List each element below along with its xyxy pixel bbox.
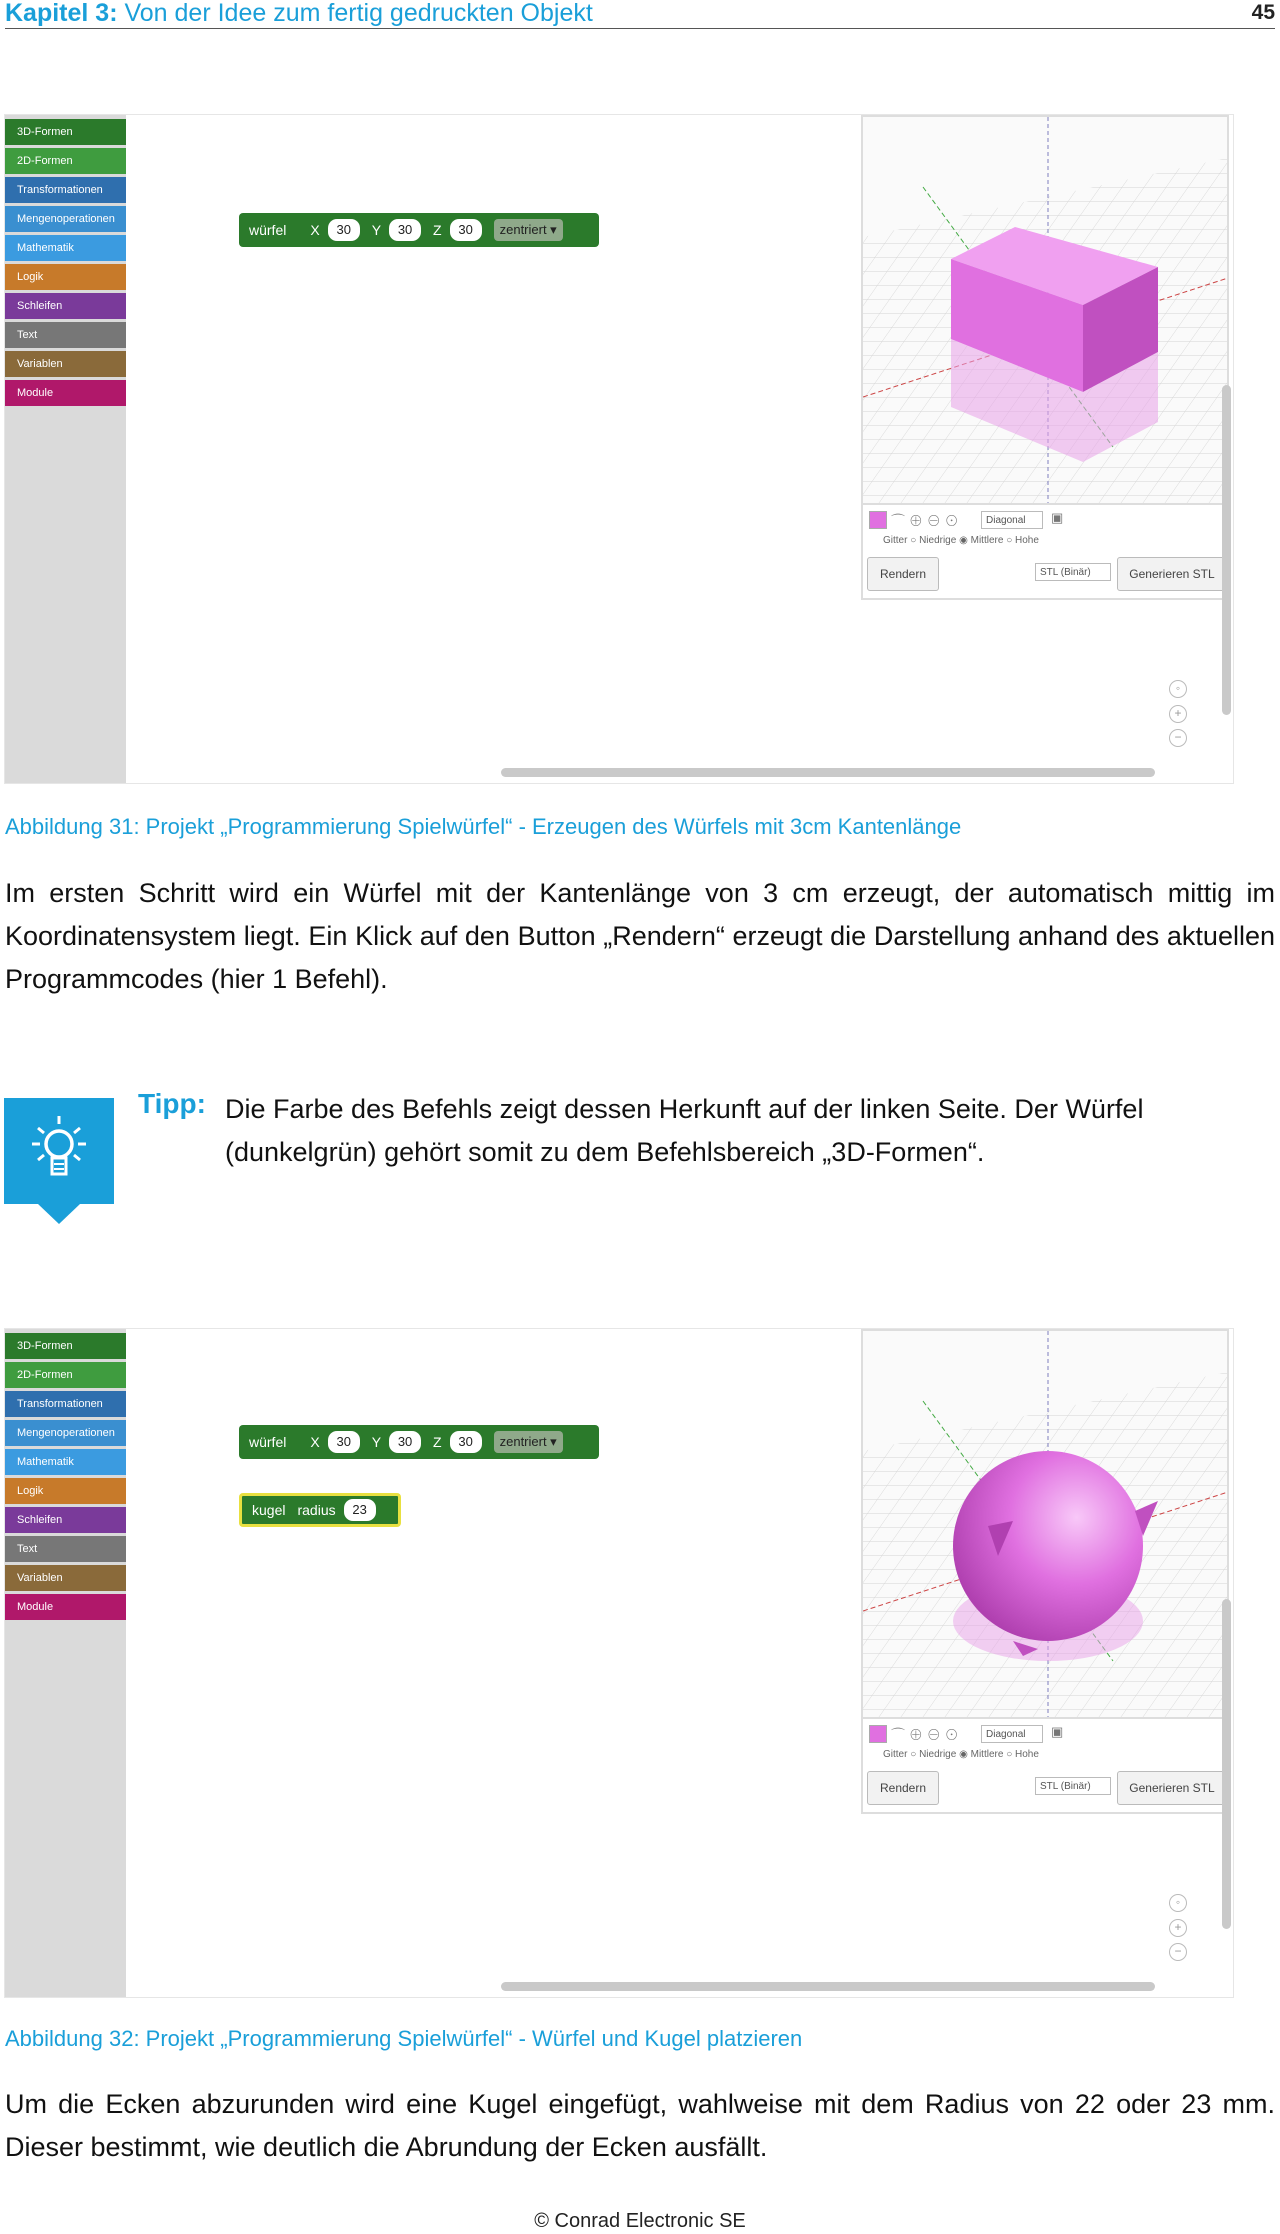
radio-mid-label: Mittlere — [970, 1749, 1004, 1760]
block-toolbox — [5, 1329, 126, 1997]
y-label: Y — [371, 222, 382, 238]
horizontal-scrollbar[interactable] — [501, 1982, 1155, 1991]
y-label: Y — [371, 1434, 382, 1450]
horizontal-scrollbar[interactable] — [501, 768, 1155, 777]
grid-options — [883, 535, 1039, 546]
figure-1-caption: Abbildung 31: Projekt „Programmierung Spielwürfel“ - Erzeugen des Würfels mit 3cm Kantenlänge — [5, 814, 962, 839]
view-icons[interactable]: ⌒ ⊕ ⊖ ⊙ — [891, 513, 959, 529]
x-label: X — [310, 1434, 320, 1450]
lightbulb-icon — [4, 1098, 114, 1224]
toolbox-item-modules[interactable]: Module — [5, 380, 126, 406]
center-mode-dropdown[interactable]: zentriert ▾ — [494, 219, 563, 241]
figure-2-screenshot — [4, 1328, 1234, 1998]
toolbox-item-logic[interactable]: Logik — [5, 264, 126, 290]
format-select[interactable]: STL (Binär) — [1035, 1777, 1111, 1795]
toolbox-item-modules[interactable]: Module — [5, 1594, 126, 1620]
zoom-out-icon[interactable]: − — [1169, 1943, 1187, 1961]
toolbox-item-2d-shapes[interactable]: 2D-Formen — [5, 1362, 126, 1388]
cube-block-label: würfel — [249, 222, 287, 238]
chapter-title: Von der Idee zum fertig gedruckten Objekt — [124, 0, 593, 27]
radius-value-input[interactable]: 23 — [344, 1499, 376, 1521]
toolbox-item-3d-shapes[interactable]: 3D-Formen — [5, 1333, 126, 1359]
radio-mid[interactable]: ◉ — [959, 535, 971, 546]
format-select[interactable]: STL (Binär) — [1035, 563, 1111, 581]
render-button[interactable]: Rendern — [867, 1771, 939, 1805]
grid-label: Gitter — [883, 535, 908, 546]
radio-mid-label: Mittlere — [970, 535, 1004, 546]
zoom-reset-icon[interactable]: ◦ — [1169, 1894, 1187, 1912]
view-select[interactable]: Diagonal — [981, 1725, 1043, 1743]
z-value-input[interactable]: 30 — [450, 219, 482, 241]
tip-text: Die Farbe des Befehls zeigt dessen Herkunft auf der linken Seite. Der Würfel (dunkelgrün) gehört somit zu dem Befehlsbereich „3D-Formen“. — [225, 1094, 1144, 1167]
radius-label: radius — [297, 1502, 336, 1518]
color-swatch[interactable] — [869, 1725, 887, 1743]
footer-copyright: © Conrad Electronic SE — [534, 2210, 746, 2232]
grid-label: Gitter — [883, 1749, 908, 1760]
toolbox-item-set-operations[interactable]: Mengenoperationen — [5, 1420, 126, 1446]
tip-label: Tipp: — [138, 1088, 206, 1119]
vertical-scrollbar[interactable] — [1222, 1599, 1231, 1929]
view-icons[interactable]: ⌒ ⊕ ⊖ ⊙ — [891, 1727, 959, 1743]
radio-low-label: Niedrige — [919, 535, 957, 546]
zoom-in-icon[interactable]: + — [1169, 705, 1187, 723]
radio-high[interactable]: ○ — [1006, 1749, 1016, 1760]
figure-2-caption: Abbildung 32: Projekt „Programmierung Spielwürfel“ - Würfel und Kugel platzieren — [5, 2026, 803, 2051]
toolbox-item-transformations[interactable]: Transformationen — [5, 177, 126, 203]
tip-box — [4, 1098, 114, 1224]
cube-block[interactable] — [239, 213, 599, 247]
radio-high[interactable]: ○ — [1006, 535, 1016, 546]
toolbox-item-loops[interactable]: Schleifen — [5, 293, 126, 319]
toolbox-item-logic[interactable]: Logik — [5, 1478, 126, 1504]
radio-high-label: Hohe — [1015, 1749, 1039, 1760]
x-value-input[interactable]: 30 — [328, 219, 360, 241]
chapter-heading — [5, 0, 593, 26]
toolbox-item-text[interactable]: Text — [5, 322, 126, 348]
render-button[interactable]: Rendern — [867, 557, 939, 591]
toolbox-item-variables[interactable]: Variablen — [5, 1565, 126, 1591]
paragraph-1: Im ersten Schritt wird ein Würfel mit der Kantenlänge von 3 cm erzeugt, der automatisch mittig im Koordinatensystem liegt. Ein Klick auf den Button „Rendern“ erzeugt die Darstellung anhand des aktuellen Programmcodes (hier 1 Befehl). — [5, 878, 1275, 994]
figure-1-screenshot — [4, 114, 1234, 784]
y-value-input[interactable]: 30 — [389, 1431, 421, 1453]
page-number: 45 — [1251, 1, 1275, 24]
radio-low[interactable]: ○ — [910, 535, 920, 546]
x-value-input[interactable]: 30 — [328, 1431, 360, 1453]
radio-high-label: Hohe — [1015, 535, 1039, 546]
zoom-reset-icon[interactable]: ◦ — [1169, 680, 1187, 698]
view-select[interactable]: Diagonal — [981, 511, 1043, 529]
viewer-controls — [861, 1719, 1229, 1814]
cube-block[interactable] — [239, 1425, 599, 1459]
viewer-controls — [861, 505, 1229, 600]
vertical-scrollbar[interactable] — [1222, 385, 1231, 715]
radio-low-label: Niedrige — [919, 1749, 957, 1760]
radio-low[interactable]: ○ — [910, 1749, 920, 1760]
toolbox-item-math[interactable]: Mathematik — [5, 235, 126, 261]
zoom-out-icon[interactable]: − — [1169, 729, 1187, 747]
z-label: Z — [433, 1434, 442, 1450]
snapshot-icon[interactable]: ▣ — [1051, 1724, 1064, 1739]
toolbox-item-2d-shapes[interactable]: 2D-Formen — [5, 148, 126, 174]
page-header — [5, 0, 1275, 29]
x-label: X — [310, 222, 320, 238]
toolbox-item-transformations[interactable]: Transformationen — [5, 1391, 126, 1417]
toolbox-item-3d-shapes[interactable]: 3D-Formen — [5, 119, 126, 145]
cube-block-label: würfel — [249, 1434, 287, 1450]
paragraph-2: Um die Ecken abzurunden wird eine Kugel eingefügt, wahlweise mit dem Radius von 22 oder 23 mm. Dieser bestimmt, wie deutlich die Abrundung der Ecken ausfällt. — [5, 2089, 1275, 2162]
sphere-block-label: kugel — [252, 1502, 286, 1518]
generate-stl-button[interactable]: Generieren STL — [1117, 1771, 1227, 1805]
toolbox-item-text[interactable]: Text — [5, 1536, 126, 1562]
toolbox-item-loops[interactable]: Schleifen — [5, 1507, 126, 1533]
toolbox-item-math[interactable]: Mathematik — [5, 1449, 126, 1475]
center-mode-dropdown[interactable]: zentriert ▾ — [494, 1431, 563, 1453]
z-label: Z — [433, 222, 442, 238]
generate-stl-button[interactable]: Generieren STL — [1117, 557, 1227, 591]
zoom-in-icon[interactable]: + — [1169, 1919, 1187, 1937]
radio-mid[interactable]: ◉ — [959, 1749, 971, 1760]
color-swatch[interactable] — [869, 511, 887, 529]
toolbox-item-variables[interactable]: Variablen — [5, 351, 126, 377]
block-toolbox — [5, 115, 126, 783]
toolbox-item-set-operations[interactable]: Mengenoperationen — [5, 206, 126, 232]
y-value-input[interactable]: 30 — [389, 219, 421, 241]
snapshot-icon[interactable]: ▣ — [1051, 510, 1064, 525]
z-value-input[interactable]: 30 — [450, 1431, 482, 1453]
viewer-scene[interactable] — [861, 1329, 1229, 1719]
chapter-label: Kapitel 3: — [5, 0, 118, 27]
grid-options — [883, 1749, 1039, 1760]
viewer-scene[interactable] — [861, 115, 1229, 505]
cube-sphere-render — [863, 1331, 1229, 1719]
sphere-block[interactable] — [239, 1493, 401, 1527]
cube-render — [863, 117, 1229, 505]
